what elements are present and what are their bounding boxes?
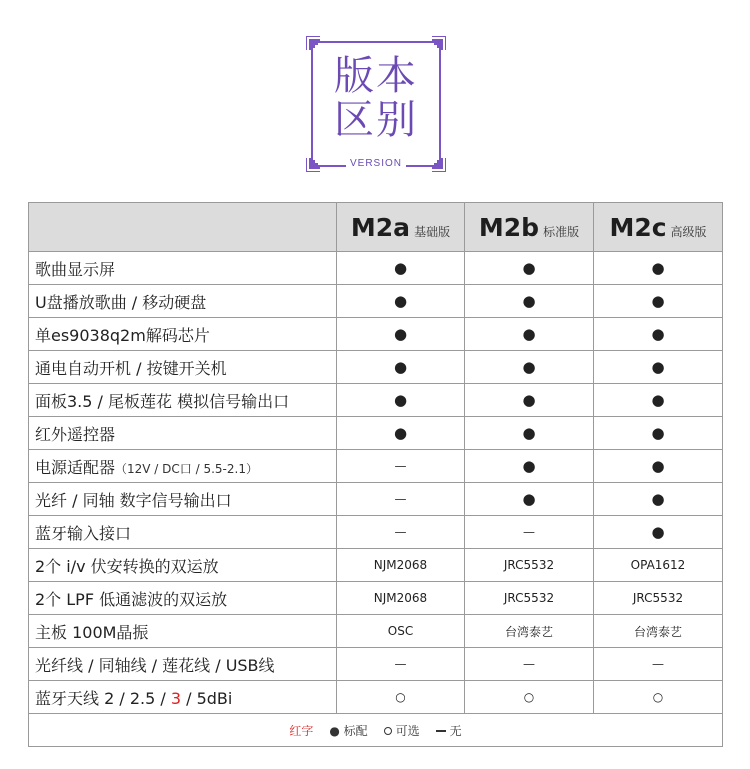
standard-dot-icon: ● xyxy=(393,391,408,409)
legend-row xyxy=(29,714,723,747)
value-cell xyxy=(594,417,723,450)
standard-dot-icon: ● xyxy=(651,424,665,442)
optional-ring-icon: ○ xyxy=(652,690,664,704)
value-cell xyxy=(465,318,594,351)
legend-none xyxy=(436,724,462,738)
feature-text: 蓝牙天线 2 / 2.5 / xyxy=(35,688,171,708)
filled-dot-icon: ● xyxy=(329,723,340,738)
value-cell xyxy=(337,483,465,516)
table-row xyxy=(29,417,723,450)
legend xyxy=(29,714,723,747)
table-row xyxy=(29,285,723,318)
value-cell xyxy=(594,681,723,714)
model-edition: 标准版 xyxy=(543,224,580,239)
badge-subtitle: VERSION xyxy=(349,158,402,169)
value-cell xyxy=(337,516,465,549)
model-edition: 基础版 xyxy=(414,224,451,239)
none-dash-icon: — xyxy=(394,657,407,671)
value-cell xyxy=(594,351,723,384)
value-cell xyxy=(465,615,594,648)
feature-cell xyxy=(29,483,337,516)
standard-dot-icon: ● xyxy=(393,259,408,277)
standard-dot-icon: ● xyxy=(393,358,408,376)
feature-text: U盘播放歌曲 / 移动硬盘 xyxy=(35,292,207,312)
value-cell xyxy=(337,549,465,582)
legend-standard xyxy=(329,724,367,738)
value-text: JRC5532 xyxy=(632,591,684,605)
ring-icon xyxy=(384,727,392,735)
none-dash-icon: — xyxy=(523,657,535,671)
highlight-value: 3 xyxy=(170,688,182,708)
standard-dot-icon: ● xyxy=(651,490,665,508)
table-row xyxy=(29,582,723,615)
standard-dot-icon: ● xyxy=(393,292,408,310)
value-cell xyxy=(337,615,465,648)
optional-ring-icon: ○ xyxy=(523,690,535,704)
value-cell xyxy=(465,681,594,714)
value-text: JRC5532 xyxy=(503,558,555,572)
value-cell xyxy=(465,483,594,516)
feature-text: 歌曲显示屏 xyxy=(35,259,116,279)
model-name: M2a xyxy=(350,212,411,242)
standard-dot-icon: ● xyxy=(522,325,536,343)
feature-cell xyxy=(29,285,337,318)
feature-text: 电源适配器 xyxy=(35,457,116,477)
feature-text: 主板 100M晶振 xyxy=(35,622,149,642)
none-dash-icon: — xyxy=(394,525,407,539)
value-cell xyxy=(465,417,594,450)
value-text: 台湾泰艺 xyxy=(633,624,682,639)
value-cell xyxy=(594,252,723,285)
none-dash-icon: — xyxy=(523,525,535,539)
value-cell xyxy=(337,681,465,714)
table-row xyxy=(29,318,723,351)
standard-dot-icon: ● xyxy=(651,523,665,541)
feature-cell xyxy=(29,384,337,417)
model-name: M2b xyxy=(478,212,540,242)
value-text: OPA1612 xyxy=(630,558,686,572)
value-cell xyxy=(594,615,723,648)
feature-text: 光纤 / 同轴 数字信号输出口 xyxy=(35,490,232,510)
standard-dot-icon: ● xyxy=(522,490,536,508)
value-cell xyxy=(337,648,465,681)
legend-none-label: 无 xyxy=(449,723,462,738)
value-cell xyxy=(337,318,465,351)
value-cell xyxy=(465,450,594,483)
table-row xyxy=(29,252,723,285)
table-row xyxy=(29,384,723,417)
value-cell xyxy=(337,285,465,318)
badge-title-line2: 区别 xyxy=(334,97,418,143)
feature-cell xyxy=(29,582,337,615)
model-edition: 高级版 xyxy=(670,224,707,239)
table-row xyxy=(29,516,723,549)
feature-cell xyxy=(29,615,337,648)
standard-dot-icon: ● xyxy=(522,391,536,409)
value-cell xyxy=(337,384,465,417)
value-cell xyxy=(594,318,723,351)
standard-dot-icon: ● xyxy=(651,358,665,376)
value-cell xyxy=(465,516,594,549)
table-header-row xyxy=(29,203,723,252)
feature-cell xyxy=(29,252,337,285)
value-cell xyxy=(594,516,723,549)
standard-dot-icon: ● xyxy=(651,325,665,343)
feature-cell xyxy=(29,516,337,549)
value-cell xyxy=(594,648,723,681)
feature-text: 蓝牙输入接口 xyxy=(35,523,132,543)
header-model-m2a xyxy=(337,203,465,252)
standard-dot-icon: ● xyxy=(522,457,536,475)
model-name: M2c xyxy=(609,212,667,242)
value-cell xyxy=(594,582,723,615)
table-row xyxy=(29,483,723,516)
feature-cell xyxy=(29,549,337,582)
value-text: NJM2068 xyxy=(373,591,428,605)
value-cell xyxy=(465,384,594,417)
dash-icon xyxy=(436,730,446,732)
value-cell xyxy=(594,384,723,417)
legend-optional xyxy=(384,724,420,738)
table-row xyxy=(29,681,723,714)
standard-dot-icon: ● xyxy=(651,457,665,475)
header-model-m2b xyxy=(465,203,594,252)
feature-text: 单es9038q2m解码芯片 xyxy=(35,325,210,345)
feature-cell xyxy=(29,681,337,714)
standard-dot-icon: ● xyxy=(393,424,408,442)
none-dash-icon: — xyxy=(652,657,664,671)
value-cell xyxy=(337,417,465,450)
table-row xyxy=(29,351,723,384)
standard-dot-icon: ● xyxy=(522,424,536,442)
standard-dot-icon: ● xyxy=(651,292,665,310)
feature-text: 光纤线 / 同轴线 / 莲花线 / USB线 xyxy=(35,655,275,675)
optional-ring-icon: ○ xyxy=(395,690,406,704)
value-cell xyxy=(594,549,723,582)
none-dash-icon: — xyxy=(394,492,407,506)
value-text: OSC xyxy=(387,624,414,638)
value-cell xyxy=(594,483,723,516)
feature-cell xyxy=(29,417,337,450)
feature-text: / 5dBi xyxy=(181,688,233,708)
standard-dot-icon: ● xyxy=(522,358,536,376)
table-row xyxy=(29,549,723,582)
feature-cell xyxy=(29,318,337,351)
value-text: NJM2068 xyxy=(373,558,428,572)
table-row xyxy=(29,648,723,681)
value-text: 台湾泰艺 xyxy=(504,624,553,639)
feature-cell xyxy=(29,450,337,483)
value-cell xyxy=(594,285,723,318)
standard-dot-icon: ● xyxy=(651,259,665,277)
feature-cell xyxy=(29,648,337,681)
header-model-m2c xyxy=(594,203,723,252)
value-cell xyxy=(465,549,594,582)
value-cell xyxy=(594,450,723,483)
value-cell xyxy=(465,252,594,285)
feature-text: 2个 i/v 伏安转换的双运放 xyxy=(35,556,219,576)
header-empty-cell xyxy=(29,203,337,252)
value-cell xyxy=(465,351,594,384)
legend-optional-label: 可选 xyxy=(395,723,420,738)
feature-note: （12V / DC口 / 5.5-2.1） xyxy=(115,461,258,476)
value-cell xyxy=(337,351,465,384)
value-cell xyxy=(465,648,594,681)
feature-cell xyxy=(29,351,337,384)
value-cell xyxy=(465,582,594,615)
standard-dot-icon: ● xyxy=(393,325,408,343)
feature-text: 红外遥控器 xyxy=(35,424,116,444)
badge-title-line1: 版本 xyxy=(334,53,418,99)
table-row xyxy=(29,450,723,483)
standard-dot-icon: ● xyxy=(651,391,665,409)
feature-text: 面板3.5 / 尾板莲花 模拟信号输出口 xyxy=(35,391,290,411)
version-badge xyxy=(306,36,446,172)
feature-text: 2个 LPF 低通滤波的双运放 xyxy=(35,589,228,609)
value-cell xyxy=(337,450,465,483)
standard-dot-icon: ● xyxy=(522,292,536,310)
feature-text: 通电自动开机 / 按键开关机 xyxy=(35,358,227,378)
none-dash-icon: — xyxy=(394,459,407,473)
value-cell xyxy=(337,252,465,285)
standard-dot-icon: ● xyxy=(522,259,536,277)
value-cell xyxy=(337,582,465,615)
legend-red-label: 红字 xyxy=(289,723,314,738)
value-cell xyxy=(465,285,594,318)
legend-standard-label: 标配 xyxy=(343,723,368,738)
badge-title xyxy=(306,54,446,142)
value-text: JRC5532 xyxy=(503,591,555,605)
comparison-table xyxy=(28,202,723,747)
table-row xyxy=(29,615,723,648)
